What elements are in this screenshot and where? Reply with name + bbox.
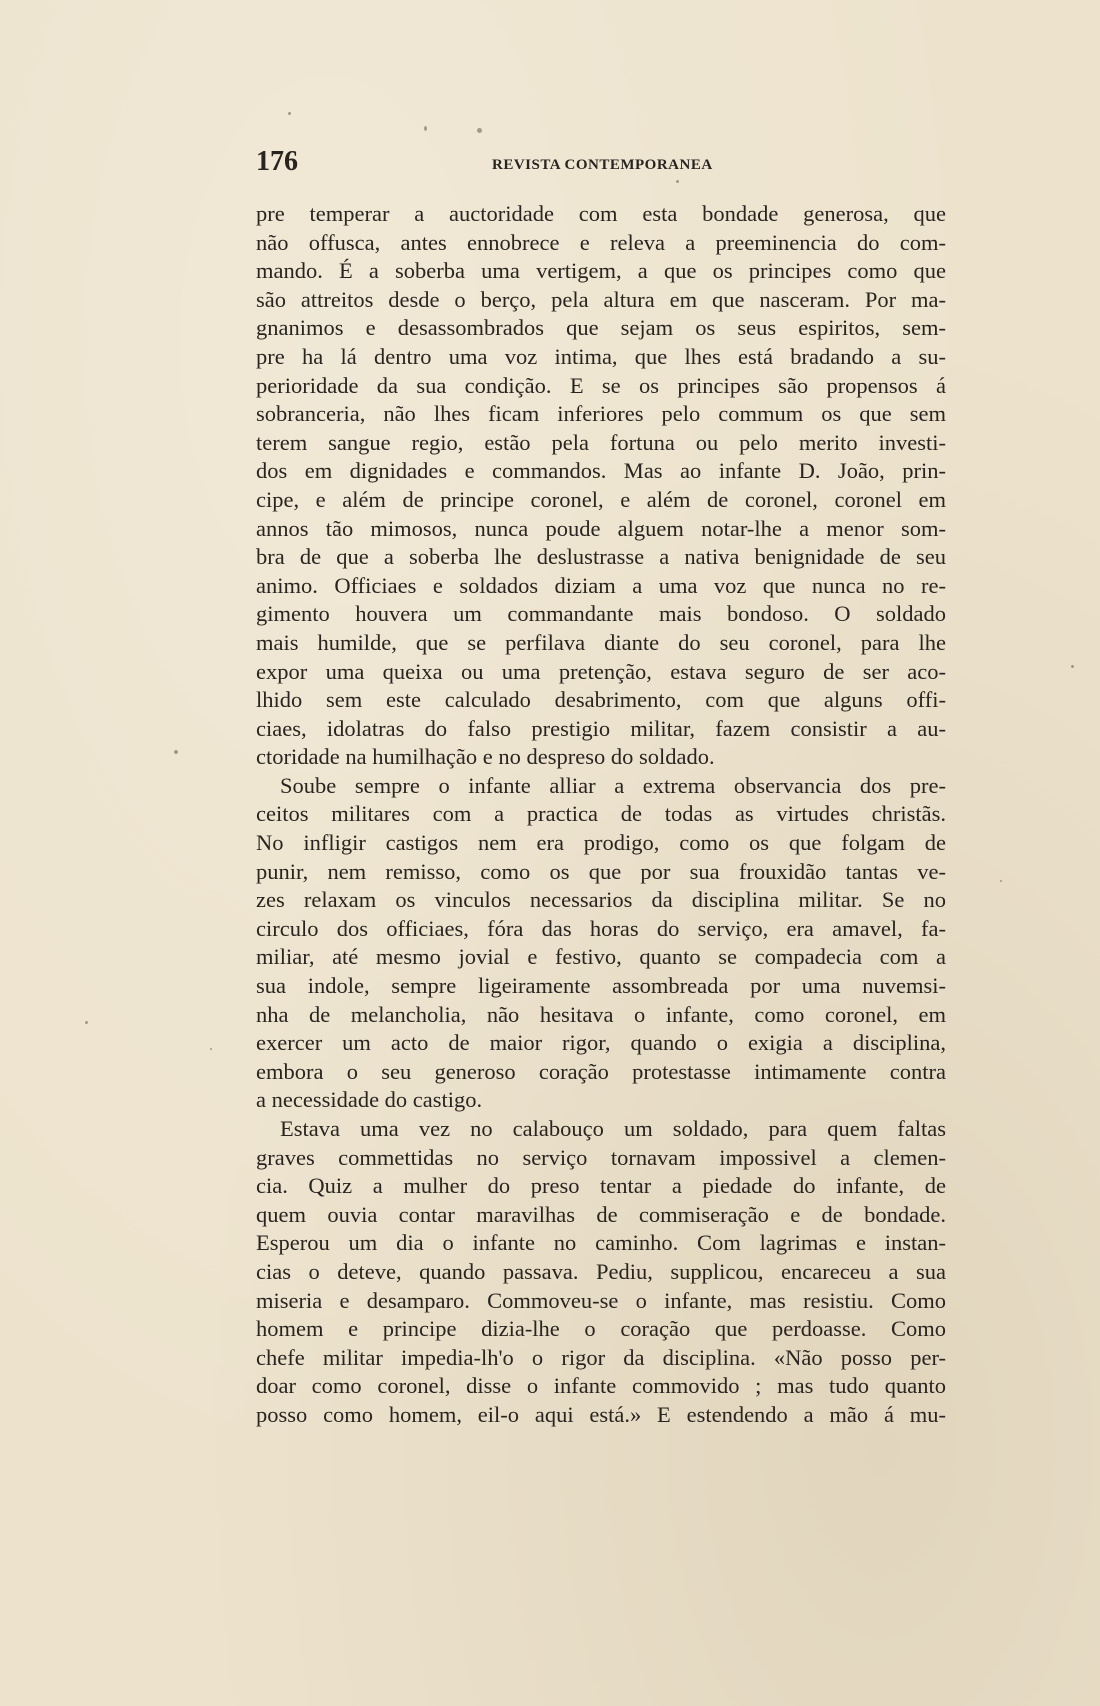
text-line: quem ouvia contar maravilhas de commiseração e de bondade. xyxy=(256,1201,946,1227)
text-line: gnanimos e desassombrados que sejam os seus espiritos, sem- xyxy=(256,315,946,341)
text-line: cia. Quiz a mulher do preso tentar a piedade do infante, de xyxy=(256,1173,946,1199)
text-line: são attreitos desde o berço, pela altura em que nasceram. Por ma- xyxy=(256,286,946,312)
text-line: ciaes, idolatras do falso prestigio militar, fazem consistir a au- xyxy=(256,715,946,741)
text-line: lhido sem este calculado desabrimento, com que alguns offi- xyxy=(256,687,946,713)
text-line: sua indole, sempre ligeiramente assombreada por uma nuvemsi- xyxy=(256,973,946,999)
print-speck xyxy=(1071,665,1074,668)
text-line: dos em dignidades e commandos. Mas ao infante D. João, prin- xyxy=(256,458,946,484)
text-line: cias o deteve, quando passava. Pediu, supplicou, encareceu a sua xyxy=(256,1258,946,1284)
text-line: pre ha lá dentro uma voz intima, que lhes está bradando a su- xyxy=(256,343,946,369)
text-line: perioridade da sua condição. E se os principes são propensos á xyxy=(256,372,946,398)
page-number: 176 xyxy=(256,146,298,177)
text-line: annos tão mimosos, nunca poude alguem notar-lhe a menor som- xyxy=(256,515,946,541)
text-line: sobranceria, não lhes ficam inferiores pelo commum os que sem xyxy=(256,401,946,427)
text-line: miseria e desamparo. Commoveu-se o infante, mas resistiu. Como xyxy=(256,1287,946,1313)
print-speck xyxy=(1000,880,1002,882)
text-line: graves commettidas no serviço tornavam impossivel a clemen- xyxy=(256,1144,946,1170)
paragraph-first-line: Soube sempre o infante alliar a extrema observancia dos pre- xyxy=(280,772,946,798)
print-speck xyxy=(210,1048,212,1050)
text-line: exercer um acto de maior rigor, quando o exigia a disciplina, xyxy=(256,1030,946,1056)
text-line: circulo dos officiaes, fóra das horas do serviço, era amavel, fa- xyxy=(256,915,946,941)
journal-title: REVISTA CONTEMPORANEA xyxy=(492,157,713,173)
text-line: punir, nem remisso, como os que por sua frouxidão tantas ve- xyxy=(256,858,946,884)
text-line: pre temperar a auctoridade com esta bondade generosa, que xyxy=(256,201,946,226)
print-speck xyxy=(477,128,482,133)
print-speck xyxy=(174,750,178,754)
text-line: zes relaxam os vinculos necessarios da disciplina militar. Se no xyxy=(256,887,946,913)
text-line: Esperou um dia o infante no caminho. Com lagrimas e instan- xyxy=(256,1230,946,1256)
running-head xyxy=(256,146,956,176)
text-line: posso como homem, eil-o aqui está.» E estendendo a mão á mu- xyxy=(256,1401,946,1427)
text-line: cipe, e além de principe coronel, e além de coronel, coronel em xyxy=(256,486,946,512)
text-line: homem e principe dizia-lhe o coração que perdoasse. Como xyxy=(256,1316,946,1342)
text-line: mais humilde, que se perfilava diante do seu coronel, para lhe xyxy=(256,629,946,655)
text-line: bra de que a soberba lhe deslustrasse a nativa benignidade de seu xyxy=(256,544,946,570)
text-line: doar como coronel, disse o infante commovido ; mas tudo quanto xyxy=(256,1373,946,1399)
text-line: mando. É a soberba uma vertigem, a que os principes como que xyxy=(256,258,946,284)
text-line: a necessidade do castigo. xyxy=(256,1087,483,1113)
text-line: ctoridade na humilhação e no despreso do soldado. xyxy=(256,744,715,770)
print-speck xyxy=(85,1021,88,1024)
print-speck xyxy=(288,112,291,115)
print-speck xyxy=(676,180,679,183)
text-line: embora o seu generoso coração protestasse intimamente contra xyxy=(256,1058,946,1084)
text-line: No infligir castigos nem era prodigo, como os que folgam de xyxy=(256,830,946,856)
print-speck xyxy=(424,126,427,131)
paragraph-first-line: Estava uma vez no calabouço um soldado, para quem faltas xyxy=(280,1116,946,1141)
body-text xyxy=(256,200,946,1430)
text-line: ceitos militares com a practica de todas as virtudes christãs. xyxy=(256,801,946,827)
text-line: expor uma queixa ou uma pretenção, estava seguro de ser aco- xyxy=(256,658,946,684)
text-line: terem sangue regio, estão pela fortuna ou pelo merito investi- xyxy=(256,429,946,455)
text-line: gimento houvera um commandante mais bondoso. O soldado xyxy=(256,601,946,627)
text-line: miliar, até mesmo jovial e festivo, quanto se compadecia com a xyxy=(256,944,946,970)
text-line: nha de melancholia, não hesitava o infante, como coronel, em xyxy=(256,1001,946,1027)
text-line: animo. Officiaes e soldados diziam a uma voz que nunca no re- xyxy=(256,572,946,598)
text-line: chefe militar impedia-lh'o o rigor da disciplina. «Não posso per- xyxy=(256,1344,946,1370)
text-line: não offusca, antes ennobrece e releva a preeminencia do com- xyxy=(256,229,946,255)
